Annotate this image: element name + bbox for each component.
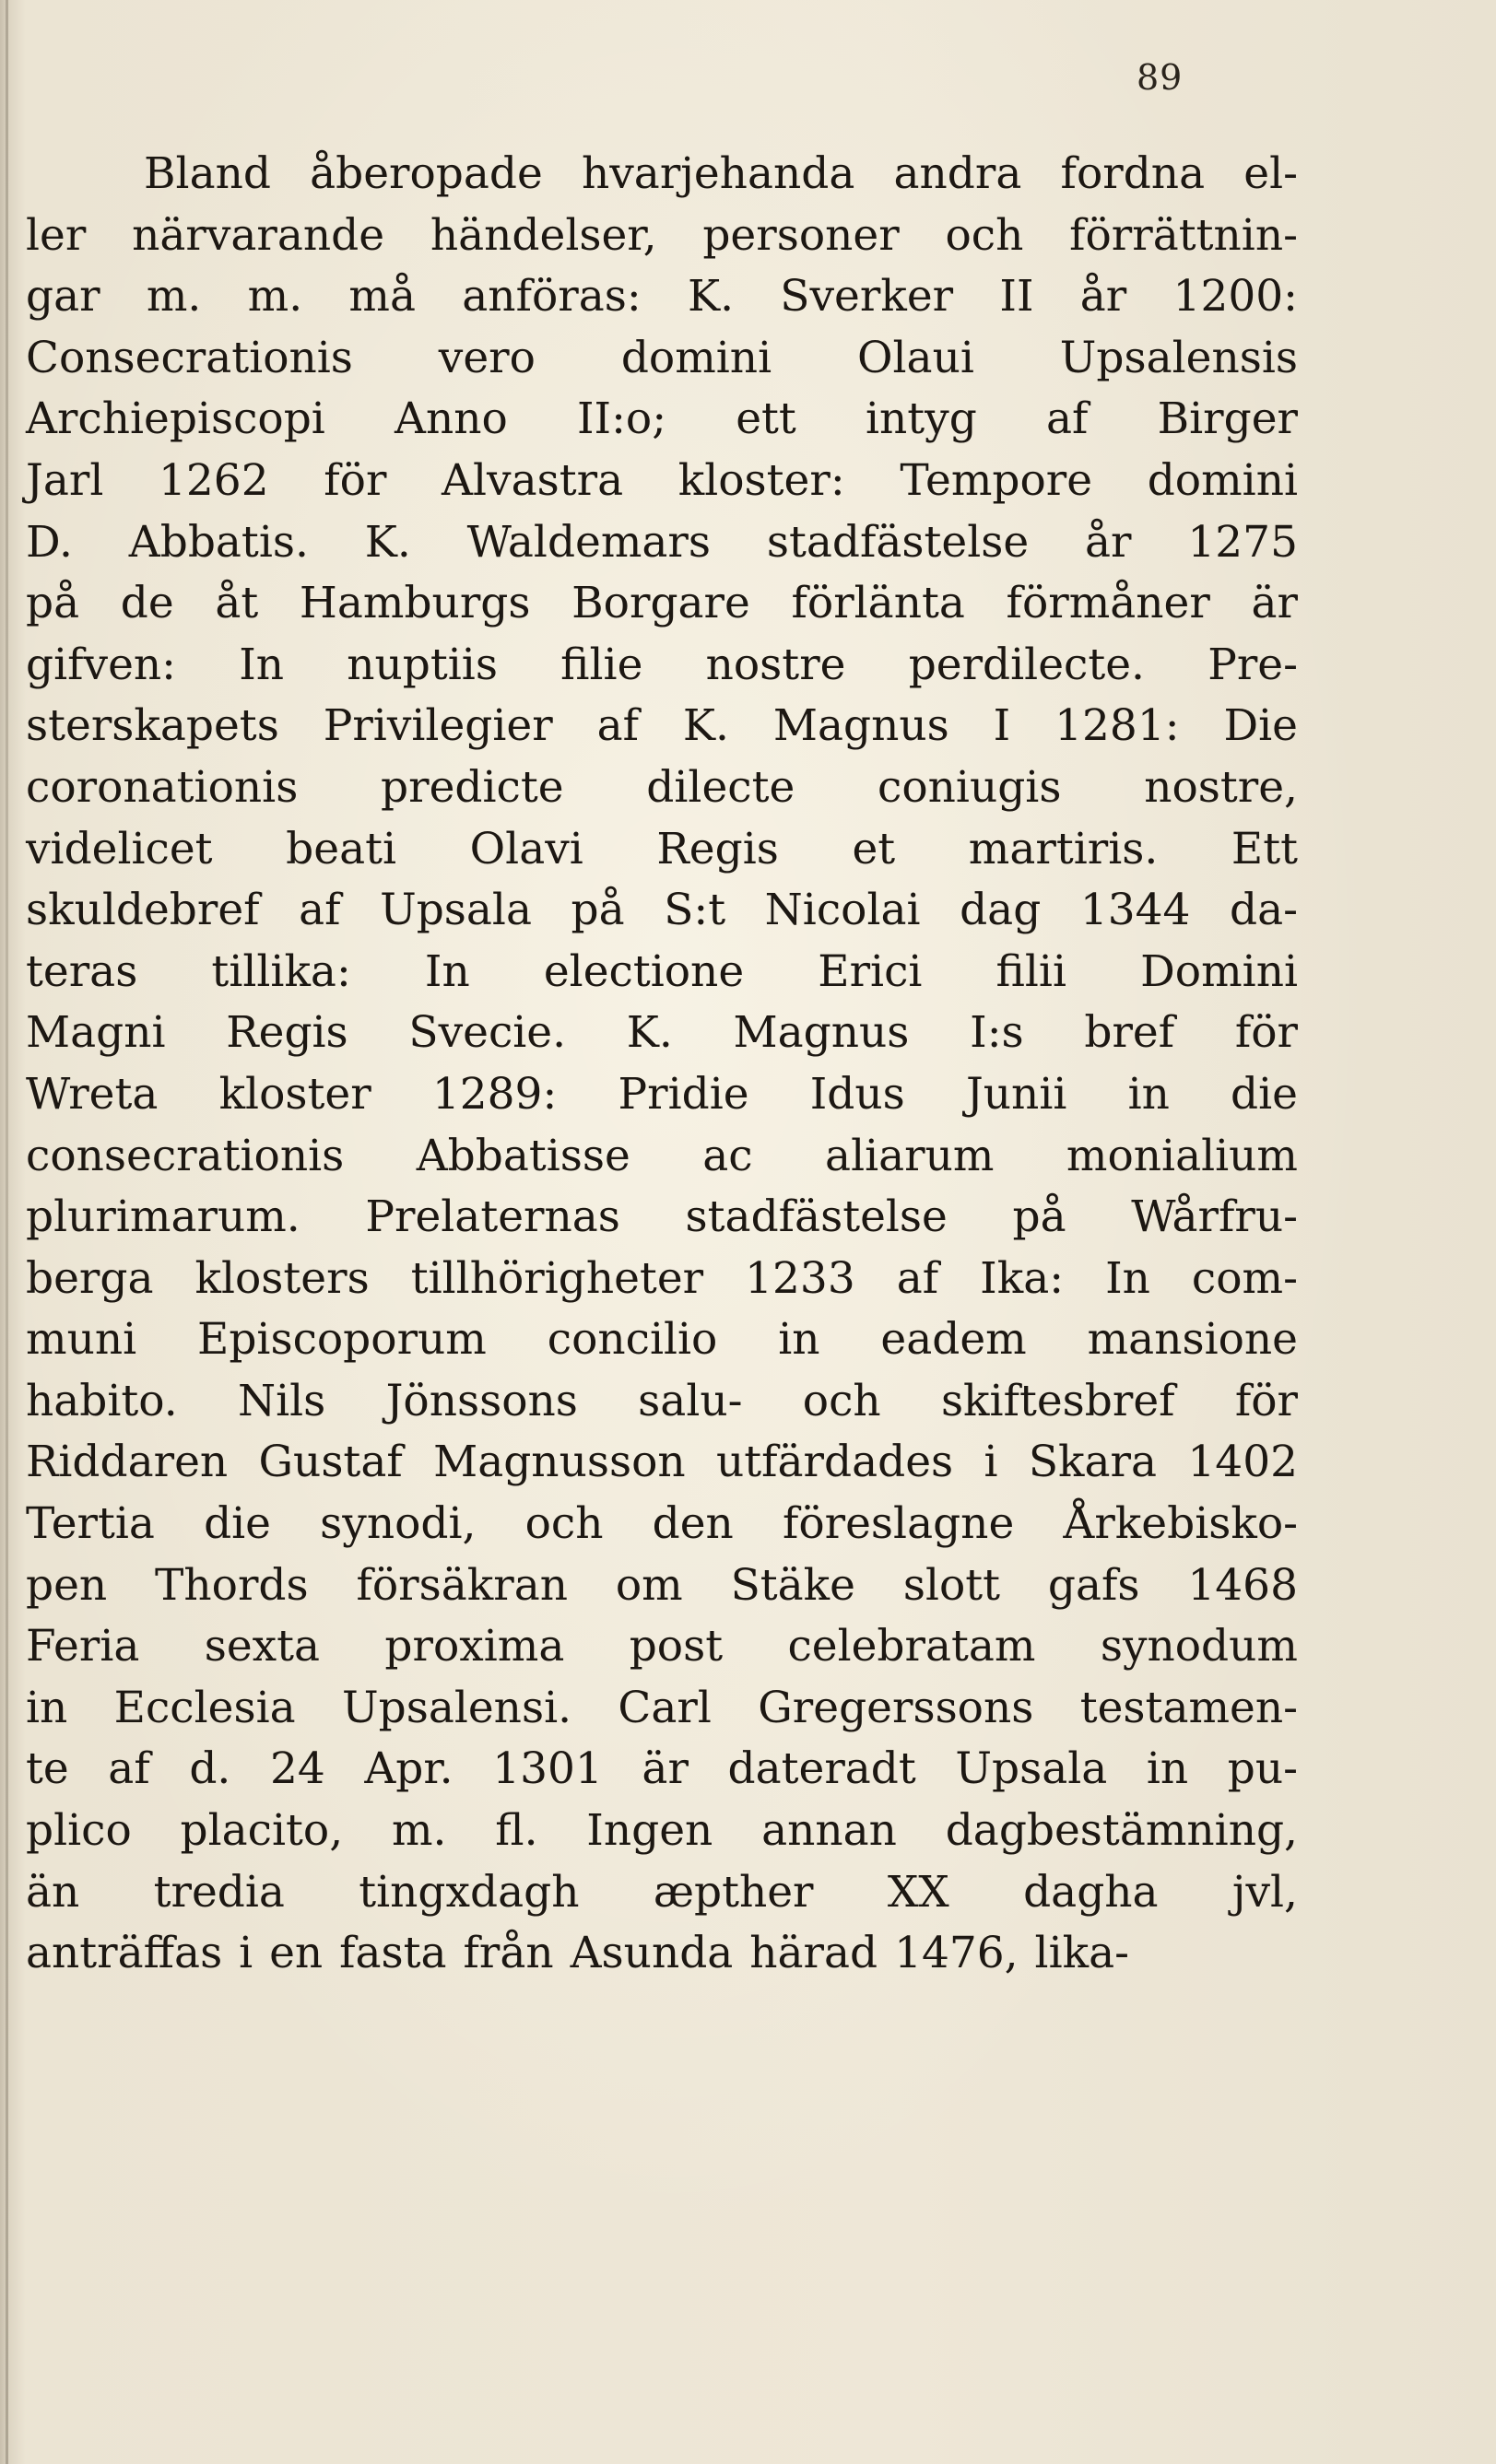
text-line: Archiepiscopi Anno II:o; ett intyg af Birger	[26, 393, 1298, 445]
text-line: Jarl 1262 för Alvastra kloster: Tempore domini	[26, 454, 1298, 506]
text-line: skuldebref af Upsala på S:t Nicolai dag 1344 da-	[26, 885, 1298, 936]
text-line: pen Thords försäkran om Stäke slott gafs 1468	[26, 1559, 1298, 1611]
text-line: Magni Regis Svecie. K. Magnus I:s bref för	[26, 1007, 1298, 1059]
text-line: på de åt Hamburgs Borgare förlänta förmåner är	[26, 578, 1298, 629]
text-line: coronationis predicte dilecte coniugis nostre,	[26, 761, 1298, 813]
text-line: teras tillika: In electione Erici filii Domini	[26, 945, 1298, 997]
text-line: berga klosters tillhörigheter 1233 af Ika: In com-	[26, 1252, 1298, 1304]
text-line: gifven: In nuptiis filie nostre perdilecte. Pre-	[26, 639, 1298, 690]
text-line: anträffas i en fasta från Asunda härad 1476, lika-	[26, 1928, 1130, 1979]
text-line: habito. Nils Jönssons salu- och skiftesbref för	[26, 1375, 1298, 1426]
text-line: Tertia die synodi, och den föreslagne Årkebisko-	[26, 1498, 1298, 1550]
text-line: muni Episcoporum concilio in eadem mansione	[26, 1314, 1298, 1366]
text-line: än tredia tingxdagh æpther XX dagha jvl,	[26, 1866, 1298, 1918]
text-line: Bland åberopade hvarjehanda andra fordna el-	[144, 148, 1298, 199]
text-line: Wreta kloster 1289: Pridie Idus Junii in die	[26, 1068, 1298, 1120]
text-line: consecrationis Abbatisse ac aliarum monialium	[26, 1130, 1298, 1181]
text-line: gar m. m. må anföras: K. Sverker II år 1200:	[26, 271, 1298, 323]
binding-gutter	[6, 0, 8, 2464]
text-line: plico placito, m. fl. Ingen annan dagbestämning,	[26, 1805, 1298, 1857]
text-line: sterskapets Privilegier af K. Magnus I 1281: Die	[26, 700, 1298, 752]
text-line: Consecrationis vero domini Olaui Upsalensis	[26, 332, 1298, 383]
text-line: ler närvarande händelser, personer och förrättnin-	[26, 209, 1298, 261]
text-line: te af d. 24 Apr. 1301 är dateradt Upsala in pu-	[26, 1743, 1298, 1795]
body-text	[26, 144, 1298, 1985]
text-line: videlicet beati Olavi Regis et martiris. Ett	[26, 823, 1298, 874]
text-line: Feria sexta proxima post celebratam synodum	[26, 1621, 1298, 1672]
page-number: 89	[1137, 57, 1184, 98]
text-line: plurimarum. Prelaternas stadfästelse på Wårfru-	[26, 1191, 1298, 1243]
text-line: Riddaren Gustaf Magnusson utfärdades i Skara 1402	[26, 1437, 1298, 1488]
text-line: in Ecclesia Upsalensi. Carl Gregerssons testamen-	[26, 1682, 1298, 1733]
text-line: D. Abbatis. K. Waldemars stadfästelse år 1275	[26, 516, 1298, 568]
